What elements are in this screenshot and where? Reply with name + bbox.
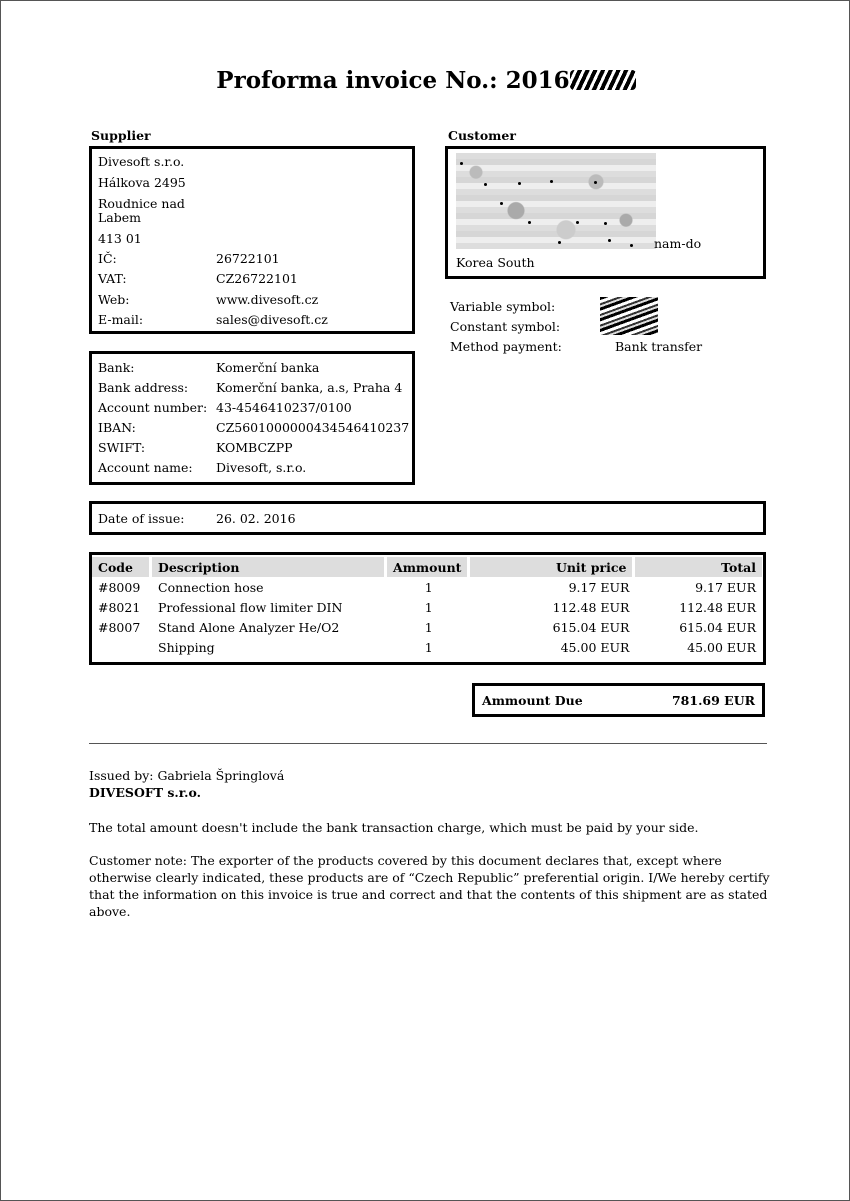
supplier-label: Supplier bbox=[91, 128, 151, 143]
redacted-invoice-number bbox=[570, 70, 636, 90]
item-description: Shipping bbox=[158, 639, 215, 655]
supplier-ic-value: 26722101 bbox=[216, 251, 280, 266]
table-row bbox=[92, 597, 762, 617]
item-unit-price: 615.04 EUR bbox=[552, 619, 630, 635]
bank-value: Komerční banka bbox=[216, 360, 320, 375]
items-table bbox=[92, 557, 762, 657]
redacted-customer-address bbox=[456, 153, 656, 249]
item-description: Stand Alone Analyzer He/O2 bbox=[158, 619, 340, 635]
supplier-street: Hálkova 2495 bbox=[98, 175, 186, 190]
item-amount: 1 bbox=[424, 619, 433, 635]
item-code: #8009 bbox=[98, 579, 141, 595]
issued-by: Issued by: Gabriela Špringlová bbox=[89, 768, 285, 783]
supplier-email-label: E-mail: bbox=[98, 312, 144, 327]
iban-label: IBAN: bbox=[98, 420, 136, 435]
amount-due-box bbox=[472, 683, 765, 717]
invoice-title-text: Proforma invoice No.: 2016 bbox=[216, 67, 570, 94]
item-total: 615.04 EUR bbox=[679, 619, 756, 635]
bank-label: Bank: bbox=[98, 360, 135, 375]
supplier-vat-value: CZ26722101 bbox=[216, 271, 298, 286]
account-name-value: Divesoft, s.r.o. bbox=[216, 460, 307, 475]
variable-symbol-label: Variable symbol: bbox=[450, 299, 556, 314]
customer-region-tail: nam-do bbox=[654, 236, 702, 251]
table-header-row bbox=[92, 557, 762, 577]
item-unit-price: 45.00 EUR bbox=[560, 639, 630, 655]
customer-country: Korea South bbox=[456, 255, 535, 270]
item-total: 9.17 EUR bbox=[695, 579, 756, 595]
item-code bbox=[92, 637, 152, 657]
table-row bbox=[92, 577, 762, 597]
method-payment-label: Method payment: bbox=[450, 339, 562, 354]
item-code: #8007 bbox=[98, 619, 141, 635]
item-unit-price: 112.48 EUR bbox=[552, 599, 630, 615]
item-description: Professional flow limiter DIN bbox=[158, 599, 343, 615]
item-amount: 1 bbox=[424, 579, 433, 595]
supplier-box bbox=[89, 146, 415, 334]
supplier-name: Divesoft s.r.o. bbox=[98, 154, 185, 169]
supplier-web-label: Web: bbox=[98, 292, 130, 307]
item-total: 45.00 EUR bbox=[687, 639, 756, 655]
invoice-title bbox=[1, 67, 850, 94]
supplier-city: Roudnice nad Labem bbox=[98, 196, 185, 225]
constant-symbol-label: Constant symbol: bbox=[450, 319, 561, 334]
header-code: Code bbox=[92, 557, 152, 577]
customer-label: Customer bbox=[448, 128, 516, 143]
divider bbox=[89, 743, 767, 744]
customer-note: Customer note: The exporter of the products covered by this document declares that, except where otherwise clearly indicated, these products are of “Czech Republic” preferential origin. I/We hereby certify that the information on this invoice is true and correct and that the contents of this shipment are as stated above. bbox=[89, 853, 770, 919]
customer-box bbox=[445, 146, 766, 279]
amount-due-label: Ammount Due bbox=[482, 693, 583, 708]
issue-date-box bbox=[89, 501, 766, 535]
iban-value: CZ5601000000434546410237 bbox=[216, 420, 410, 435]
item-description: Connection hose bbox=[158, 579, 264, 595]
swift-label: SWIFT: bbox=[98, 440, 146, 455]
item-amount: 1 bbox=[424, 639, 433, 655]
redacted-symbols bbox=[600, 297, 658, 335]
method-payment-value: Bank transfer bbox=[615, 339, 703, 354]
header-unit-price: Unit price bbox=[470, 557, 635, 577]
swift-value: KOMBCZPP bbox=[216, 440, 293, 455]
item-code: #8021 bbox=[98, 599, 141, 615]
supplier-zip: 413 01 bbox=[98, 231, 142, 246]
header-amount: Ammount bbox=[387, 557, 470, 577]
bank-address-value: Komerční banka, a.s, Praha 4 bbox=[216, 380, 403, 395]
table-row bbox=[92, 617, 762, 637]
item-amount: 1 bbox=[424, 599, 433, 615]
issue-date-value: 26. 02. 2016 bbox=[216, 511, 296, 526]
issuer-company: DIVESOFT s.r.o. bbox=[89, 785, 202, 800]
amount-due-value: 781.69 EUR bbox=[671, 693, 755, 708]
header-total: Total bbox=[635, 557, 762, 577]
table-row bbox=[92, 637, 762, 657]
item-total: 112.48 EUR bbox=[679, 599, 756, 615]
account-number-label: Account number: bbox=[98, 400, 208, 415]
account-number-value: 43-4546410237/0100 bbox=[216, 400, 352, 415]
supplier-vat-label: VAT: bbox=[98, 271, 127, 286]
header-description: Description bbox=[152, 557, 387, 577]
supplier-web-value: www.divesoft.cz bbox=[216, 292, 319, 307]
account-name-label: Account name: bbox=[98, 460, 193, 475]
bank-box bbox=[89, 351, 415, 485]
item-unit-price: 9.17 EUR bbox=[568, 579, 630, 595]
bank-charge-note: The total amount doesn't include the bank transaction charge, which must be paid by your side. bbox=[89, 820, 699, 835]
issue-date-label: Date of issue: bbox=[98, 511, 185, 526]
supplier-ic-label: IČ: bbox=[98, 251, 117, 266]
supplier-email-value: sales@divesoft.cz bbox=[216, 312, 328, 327]
bank-address-label: Bank address: bbox=[98, 380, 189, 395]
